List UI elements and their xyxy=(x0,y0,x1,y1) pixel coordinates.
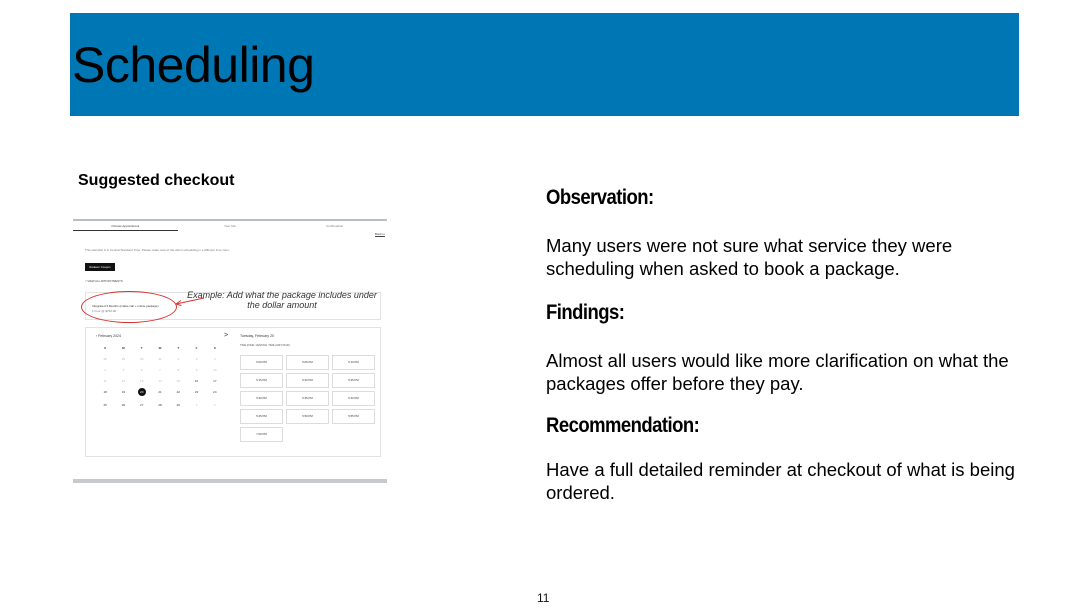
calendar-day: 28 xyxy=(158,403,162,407)
time-slot: 7:00 PM xyxy=(240,427,283,442)
observation-text: Many users were not sure what service they were scheduling when asked to book a package. xyxy=(546,235,953,279)
calendar-day: 14 xyxy=(158,379,162,383)
time-slot: 5:55 PM xyxy=(332,409,375,424)
calendar-day: 4 xyxy=(104,368,106,372)
calendar-day: 23 xyxy=(194,390,199,394)
calendar-day: 2 xyxy=(195,357,198,361)
time-slot: 5:35 PM xyxy=(286,391,329,406)
calendar-day: 6 xyxy=(140,368,143,372)
calendar-day: 13 xyxy=(140,379,144,383)
calendar-day: 1 xyxy=(195,403,198,407)
mockup-back-link: Back to xyxy=(374,232,385,236)
calendar-day: 24 xyxy=(213,390,217,394)
time-slot: 5:00 PM xyxy=(240,355,283,370)
mockup-coupon-button: Redeem Coupon xyxy=(85,263,115,271)
calendar-month: February 2024 xyxy=(98,334,121,338)
calendar-day: 30 xyxy=(140,357,144,361)
calendar-next-icon: > xyxy=(224,332,229,339)
calendar-selected-day: 20 xyxy=(138,388,146,396)
calendar-day: 8 xyxy=(177,368,180,372)
tab-confirmation: Confirmation xyxy=(326,224,344,228)
calendar-month-label: ‹ February 2024 xyxy=(96,334,121,338)
time-slot: 5:05 PM xyxy=(286,355,329,370)
calendar-day: 7 xyxy=(159,368,161,372)
time-slot: 5:20 PM xyxy=(286,373,329,388)
calendar-day: 25 xyxy=(103,403,107,407)
page-number: 11 xyxy=(537,591,550,605)
calendar-weekday: T xyxy=(177,346,180,350)
tab-choose-appointment: Choose Appointment xyxy=(73,221,178,231)
calendar-day: 28 xyxy=(103,357,107,361)
mockup-timezone-note: This calendar is in Central Standard Time. Please make note of this when scheduling in a different time zone. xyxy=(85,248,230,252)
calendar-day: 17 xyxy=(213,379,217,383)
calendar-day: 26 xyxy=(121,403,126,407)
findings-text: Almost all users would like more clarification on what the packages offer before they pay. xyxy=(546,350,1009,394)
mockup-step-tabs xyxy=(73,219,387,231)
recommendation-heading: Recommendation: xyxy=(546,414,700,437)
calendar-day xyxy=(133,390,151,396)
annotation-note: Example: Add what the package includes under the dollar amount xyxy=(187,290,377,310)
calendar-day: 16 xyxy=(194,379,199,383)
time-slot: 5:30 PM xyxy=(240,391,283,406)
calendar-day: 2 xyxy=(214,403,216,407)
calendar-day: 10 xyxy=(213,368,217,372)
time-slot: 5:45 PM xyxy=(240,409,283,424)
mockup-view-all-link: < VIEW ALL APPOINTMENTS xyxy=(85,279,123,283)
slide-title: Scheduling xyxy=(72,37,315,93)
calendar-day: 3 xyxy=(214,357,216,361)
time-slot: 5:10 PM xyxy=(332,355,375,370)
calendar-day: 29 xyxy=(121,357,126,361)
checkout-mockup-screenshot xyxy=(73,216,387,484)
calendar-weekday: S xyxy=(213,346,216,350)
calendar-weekday: M xyxy=(122,346,125,350)
calendar-day: 5 xyxy=(122,368,125,372)
calendar-day: 9 xyxy=(195,368,198,372)
observation-heading: Observation: xyxy=(546,186,654,209)
calendar-day: 11 xyxy=(103,379,107,383)
highlight-circle xyxy=(81,291,177,323)
calendar-day: 19 xyxy=(121,390,126,394)
tab-your-info: Your Info xyxy=(224,224,236,228)
calendar-time-zone: TIME ZONE: CENTRAL TIME (GMT-06:00) xyxy=(240,344,290,347)
calendar-grid xyxy=(96,346,224,407)
mockup-bottom-bar xyxy=(73,479,387,483)
recommendation-text: Have a full detailed reminder at checkout of what is being ordered. xyxy=(546,459,1015,503)
calendar-weekday: S xyxy=(104,346,107,350)
calendar-day: 27 xyxy=(140,403,144,407)
calendar-day: 18 xyxy=(103,390,107,394)
time-slot: 5:25 PM xyxy=(332,373,375,388)
calendar-weekday: W xyxy=(158,346,162,350)
calendar-weekday: F xyxy=(195,346,198,350)
calendar-day: 15 xyxy=(176,379,180,383)
calendar-day: 1 xyxy=(177,357,180,361)
calendar-weekday: T xyxy=(140,346,143,350)
calendar-day: 29 xyxy=(176,403,180,407)
time-slot-grid xyxy=(240,355,375,442)
time-slot: 5:50 PM xyxy=(286,409,329,424)
findings-heading: Findings: xyxy=(546,301,625,324)
section-subtitle: Suggested checkout xyxy=(78,172,235,189)
calendar-day: 31 xyxy=(158,357,162,361)
mockup-package-price: 1 hour @ $750.00 xyxy=(92,309,117,313)
calendar-selected-date: Tuesday, February 20 xyxy=(240,334,274,338)
mockup-package-name: Integrated 3 Months (intake call + online package) xyxy=(92,304,159,308)
calendar-day: 12 xyxy=(121,379,126,383)
calendar-day: 21 xyxy=(158,390,162,394)
calendar-day: 22 xyxy=(176,390,180,394)
time-slot: 5:40 PM xyxy=(332,391,375,406)
mockup-calendar-panel xyxy=(85,327,381,457)
time-slot: 5:15 PM xyxy=(240,373,283,388)
